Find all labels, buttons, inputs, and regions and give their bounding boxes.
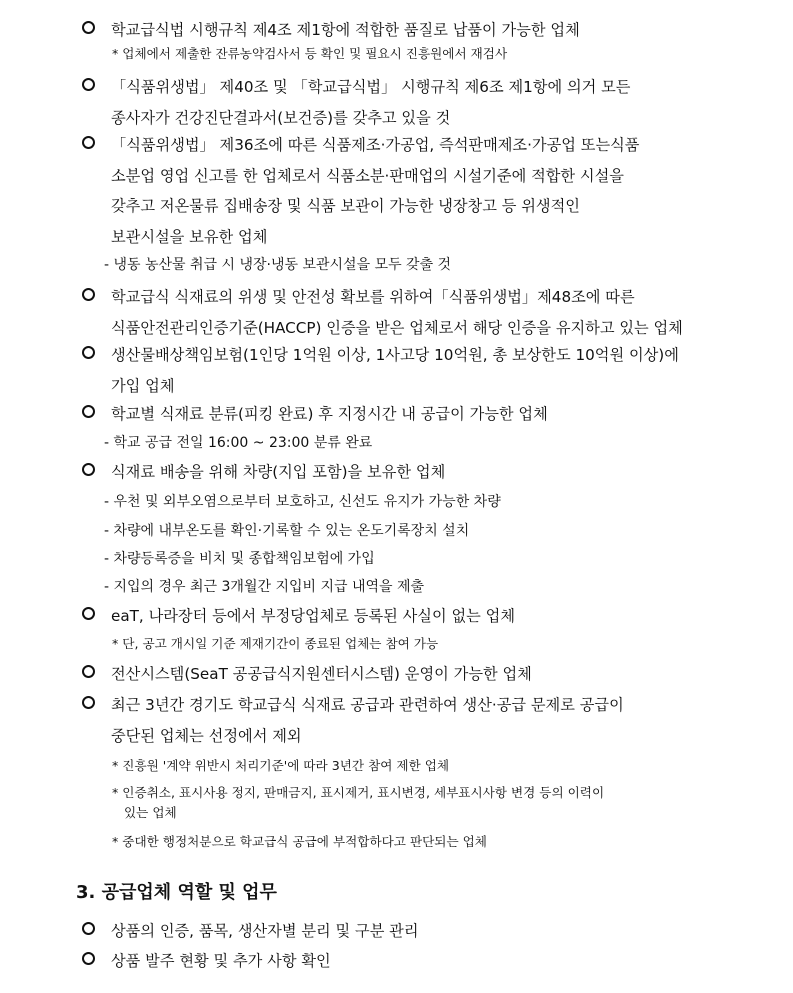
circle-bullet-icon	[82, 922, 95, 935]
item-line: 상품 발주 현황 및 추가 사항 확인	[111, 952, 331, 970]
requirement-item	[82, 15, 722, 46]
sub-condition	[104, 521, 469, 541]
requirement-item	[82, 457, 722, 488]
sub-condition	[104, 492, 501, 512]
footnote	[112, 44, 507, 64]
item-line: 소분업 영업 신고를 한 업체로서 식품소분·판매업의 시설기준에 적합한 시설을	[111, 166, 624, 185]
circle-bullet-icon	[82, 665, 95, 678]
requirement-item	[82, 399, 722, 430]
requirement-item	[82, 690, 722, 751]
sub-condition	[104, 433, 372, 453]
circle-bullet-icon	[82, 21, 95, 34]
item-line: 학교급식 식재료의 위생 및 안전성 확보를 위하여「식품위생법」제48조에 따른	[111, 288, 635, 306]
item-line: 상품의 인증, 품목, 생산자별 분리 및 구분 관리	[111, 922, 419, 940]
dash-line: - 지입의 경우 최근 3개월간 지입비 지급 내역을 제출	[104, 579, 425, 595]
dash-line: - 우천 및 외부오염으로부터 보호하고, 신선도 유지가 가능한 차량	[104, 494, 501, 510]
item-line: 식품안전관리인증기준(HACCP) 인증을 받은 업체로서 해당 인증을 유지하고 있는 업체	[111, 318, 683, 337]
item-line: 종사자가 건강진단결과서(보건증)를 갖추고 있을 것	[111, 108, 451, 127]
circle-bullet-icon	[82, 405, 95, 418]
item-line: 전산시스템(SeaT 공공급식지원센터시스템) 운영이 가능한 업체	[111, 665, 532, 683]
requirement-item	[82, 282, 722, 343]
note-line-continued: 있는 업체	[124, 805, 177, 820]
sub-condition	[104, 255, 451, 275]
note-line: * 단, 공고 개시일 기준 제재기간이 종료된 업체는 참여 가능	[112, 636, 439, 651]
item-line: 생산물배상책임보험(1인당 1억원 이상, 1사고당 10억원, 총 보상한도 10억원 이상)에	[111, 346, 679, 364]
note-line: * 중대한 행정처분으로 학교급식 공급에 부적합하다고 판단되는 업체	[112, 834, 487, 849]
requirement-item	[82, 340, 722, 401]
item-line: 최근 3년간 경기도 학교급식 식재료 공급과 관련하여 생산·공급 문제로 공급이	[111, 696, 624, 714]
item-line: 학교급식법 시행규칙 제4조 제1항에 적합한 품질로 납품이 가능한 업체	[111, 21, 580, 39]
circle-bullet-icon	[82, 463, 95, 476]
note-line: * 인증취소, 표시사용 정지, 판매금지, 표시제거, 표시변경, 세부표시사항 변경 등의 이력이	[112, 785, 605, 800]
item-line: 「식품위생법」 제40조 및 「학교급식법」 시행규칙 제6조 제1항에 의거 모든	[111, 78, 631, 96]
item-line: 학교별 식재료 분류(피킹 완료) 후 지정시간 내 공급이 가능한 업체	[111, 405, 548, 423]
footnote	[112, 634, 438, 654]
circle-bullet-icon	[82, 952, 95, 965]
circle-bullet-icon	[82, 78, 95, 91]
requirement-item	[82, 72, 722, 133]
duty-item	[82, 916, 722, 947]
item-line: 중단된 업체는 선정에서 제외	[111, 726, 302, 745]
dash-line: - 냉동 농산물 취급 시 냉장·냉동 보관시설을 모두 갖출 것	[104, 257, 452, 273]
item-line: 가입 업체	[111, 376, 175, 395]
note-line: * 진흥원 '계약 위반시 처리기준'에 따라 3년간 참여 제한 업체	[112, 758, 450, 773]
section-heading: 3. 공급업체 역할 및 업무	[76, 882, 277, 903]
footnote	[112, 832, 487, 852]
item-line: 갖추고 저온물류 집배송장 및 식품 보관이 가능한 냉장창고 등 위생적인	[111, 197, 580, 215]
circle-bullet-icon	[82, 696, 95, 709]
requirement-item	[82, 659, 722, 690]
dash-line: - 차량등록증을 비치 및 종합책임보험에 가입	[104, 551, 375, 567]
requirement-item	[82, 130, 722, 252]
footnote	[112, 783, 604, 823]
sub-condition	[104, 549, 375, 569]
sub-condition	[104, 577, 424, 597]
item-line: 식재료 배송을 위해 차량(지입 포함)을 보유한 업체	[111, 463, 446, 481]
circle-bullet-icon	[82, 346, 95, 359]
circle-bullet-icon	[82, 607, 95, 620]
dash-line: - 차량에 내부온도를 확인·기록할 수 있는 온도기록장치 설치	[104, 523, 470, 539]
dash-line: - 학교 공급 전일 16:00 ~ 23:00 분류 완료	[104, 435, 373, 451]
requirement-item	[82, 601, 722, 632]
item-line: 보관시설을 보유한 업체	[111, 227, 268, 246]
circle-bullet-icon	[82, 288, 95, 301]
item-line: eaT, 나라장터 등에서 부정당업체로 등록된 사실이 없는 업체	[111, 607, 515, 625]
item-line: 「식품위생법」 제36조에 따른 식품제조·가공업, 즉석판매제조·가공업 또는식품	[111, 136, 640, 154]
circle-bullet-icon	[82, 136, 95, 149]
note-line: * 업체에서 제출한 잔류농약검사서 등 확인 및 필요시 진흥원에서 재검사	[112, 46, 508, 61]
duty-item	[82, 946, 722, 977]
footnote	[112, 756, 449, 776]
